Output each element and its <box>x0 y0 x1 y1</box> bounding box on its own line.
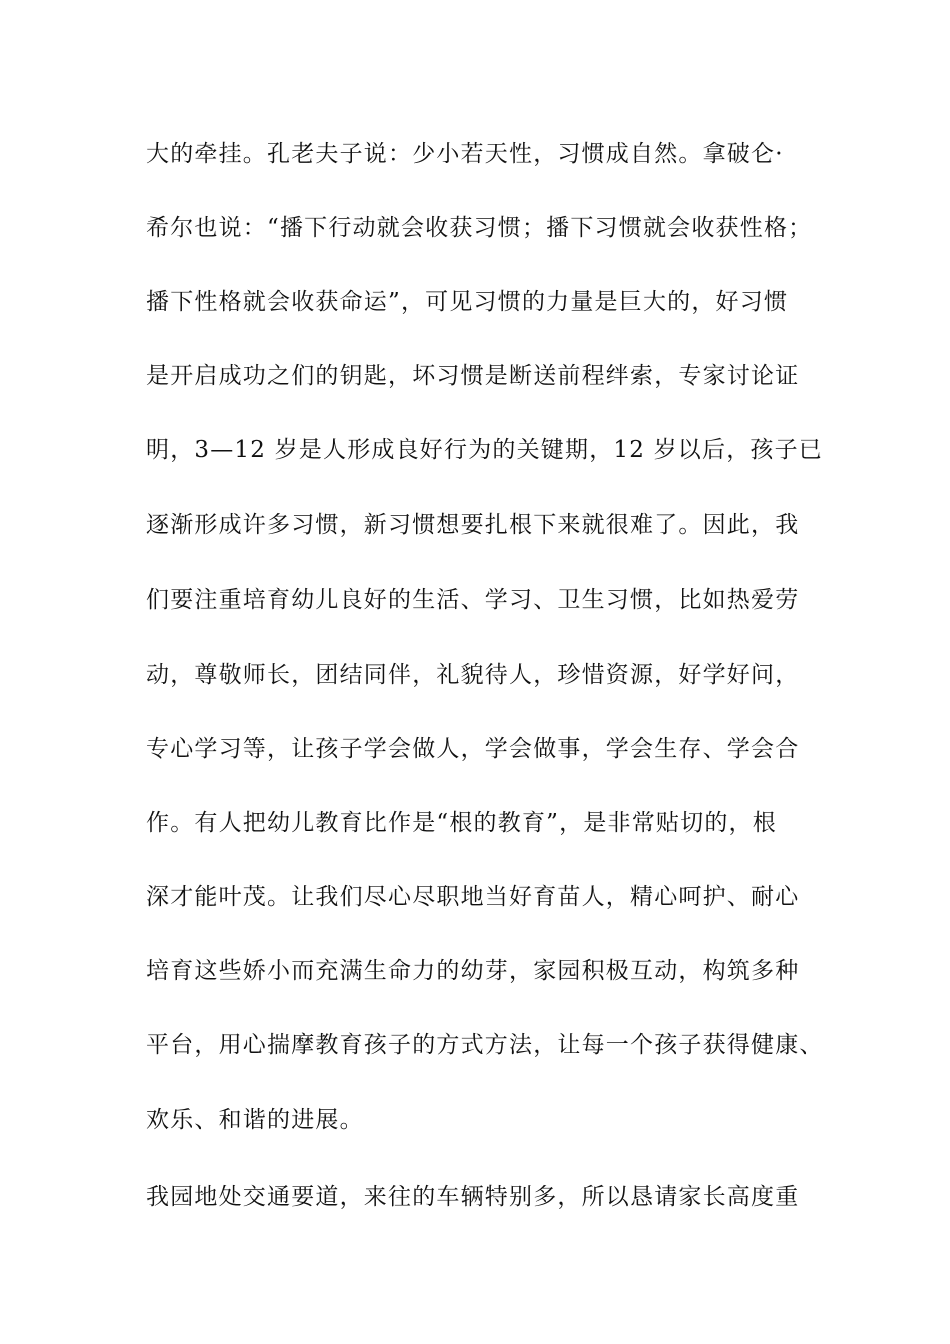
text-line: 希尔也说：“播下行动就会收获习惯；播下习惯就会收获性格； <box>146 215 813 241</box>
text-line: 作。有人把幼儿教育比作是“根的教育”，是非常贴切的，根 <box>146 810 777 836</box>
text-line: 们要注重培育幼儿良好的生活、学习、卫生习惯，比如热爱劳 <box>146 587 800 613</box>
text-line: 大的牵挂。孔老夫子说：少小若天性，习惯成自然。拿破仑· <box>146 141 784 167</box>
text-line: 是开启成功之们的钥匙，坏习惯是断送前程绊索，专家讨论证 <box>146 363 800 389</box>
text-line: 培育这些娇小而充满生命力的幼芽，家园积极互动，构筑多种 <box>146 958 800 984</box>
text-line: 专心学习等，让孩子学会做人，学会做事，学会生存、学会合 <box>146 736 800 762</box>
text-line: 播下性格就会收获命运”，可见习惯的力量是巨大的，好习惯 <box>146 289 789 315</box>
text-line: 我园地处交通要道，来往的车辆特别多，所以恳请家长高度重 <box>146 1184 800 1210</box>
text-line: 深才能叶茂。让我们尽心尽职地当好育苗人，精心呵护、耐心 <box>146 884 800 910</box>
text-line: 逐渐形成许多习惯，新习惯想要扎根下来就很难了。因此，我 <box>146 512 800 538</box>
text-line: 平台，用心揣摩教育孩子的方式方法，让每一个孩子获得健康、 <box>146 1032 824 1058</box>
text-line: 动，尊敬师长，团结同伴，礼貌待人，珍惜资源，好学好问， <box>146 662 800 688</box>
text-line: 欢乐、和谐的进展。 <box>146 1107 364 1133</box>
text-line: 明，3—12 岁是人形成良好行为的关键期，12 岁以后，孩子已 <box>146 437 823 463</box>
